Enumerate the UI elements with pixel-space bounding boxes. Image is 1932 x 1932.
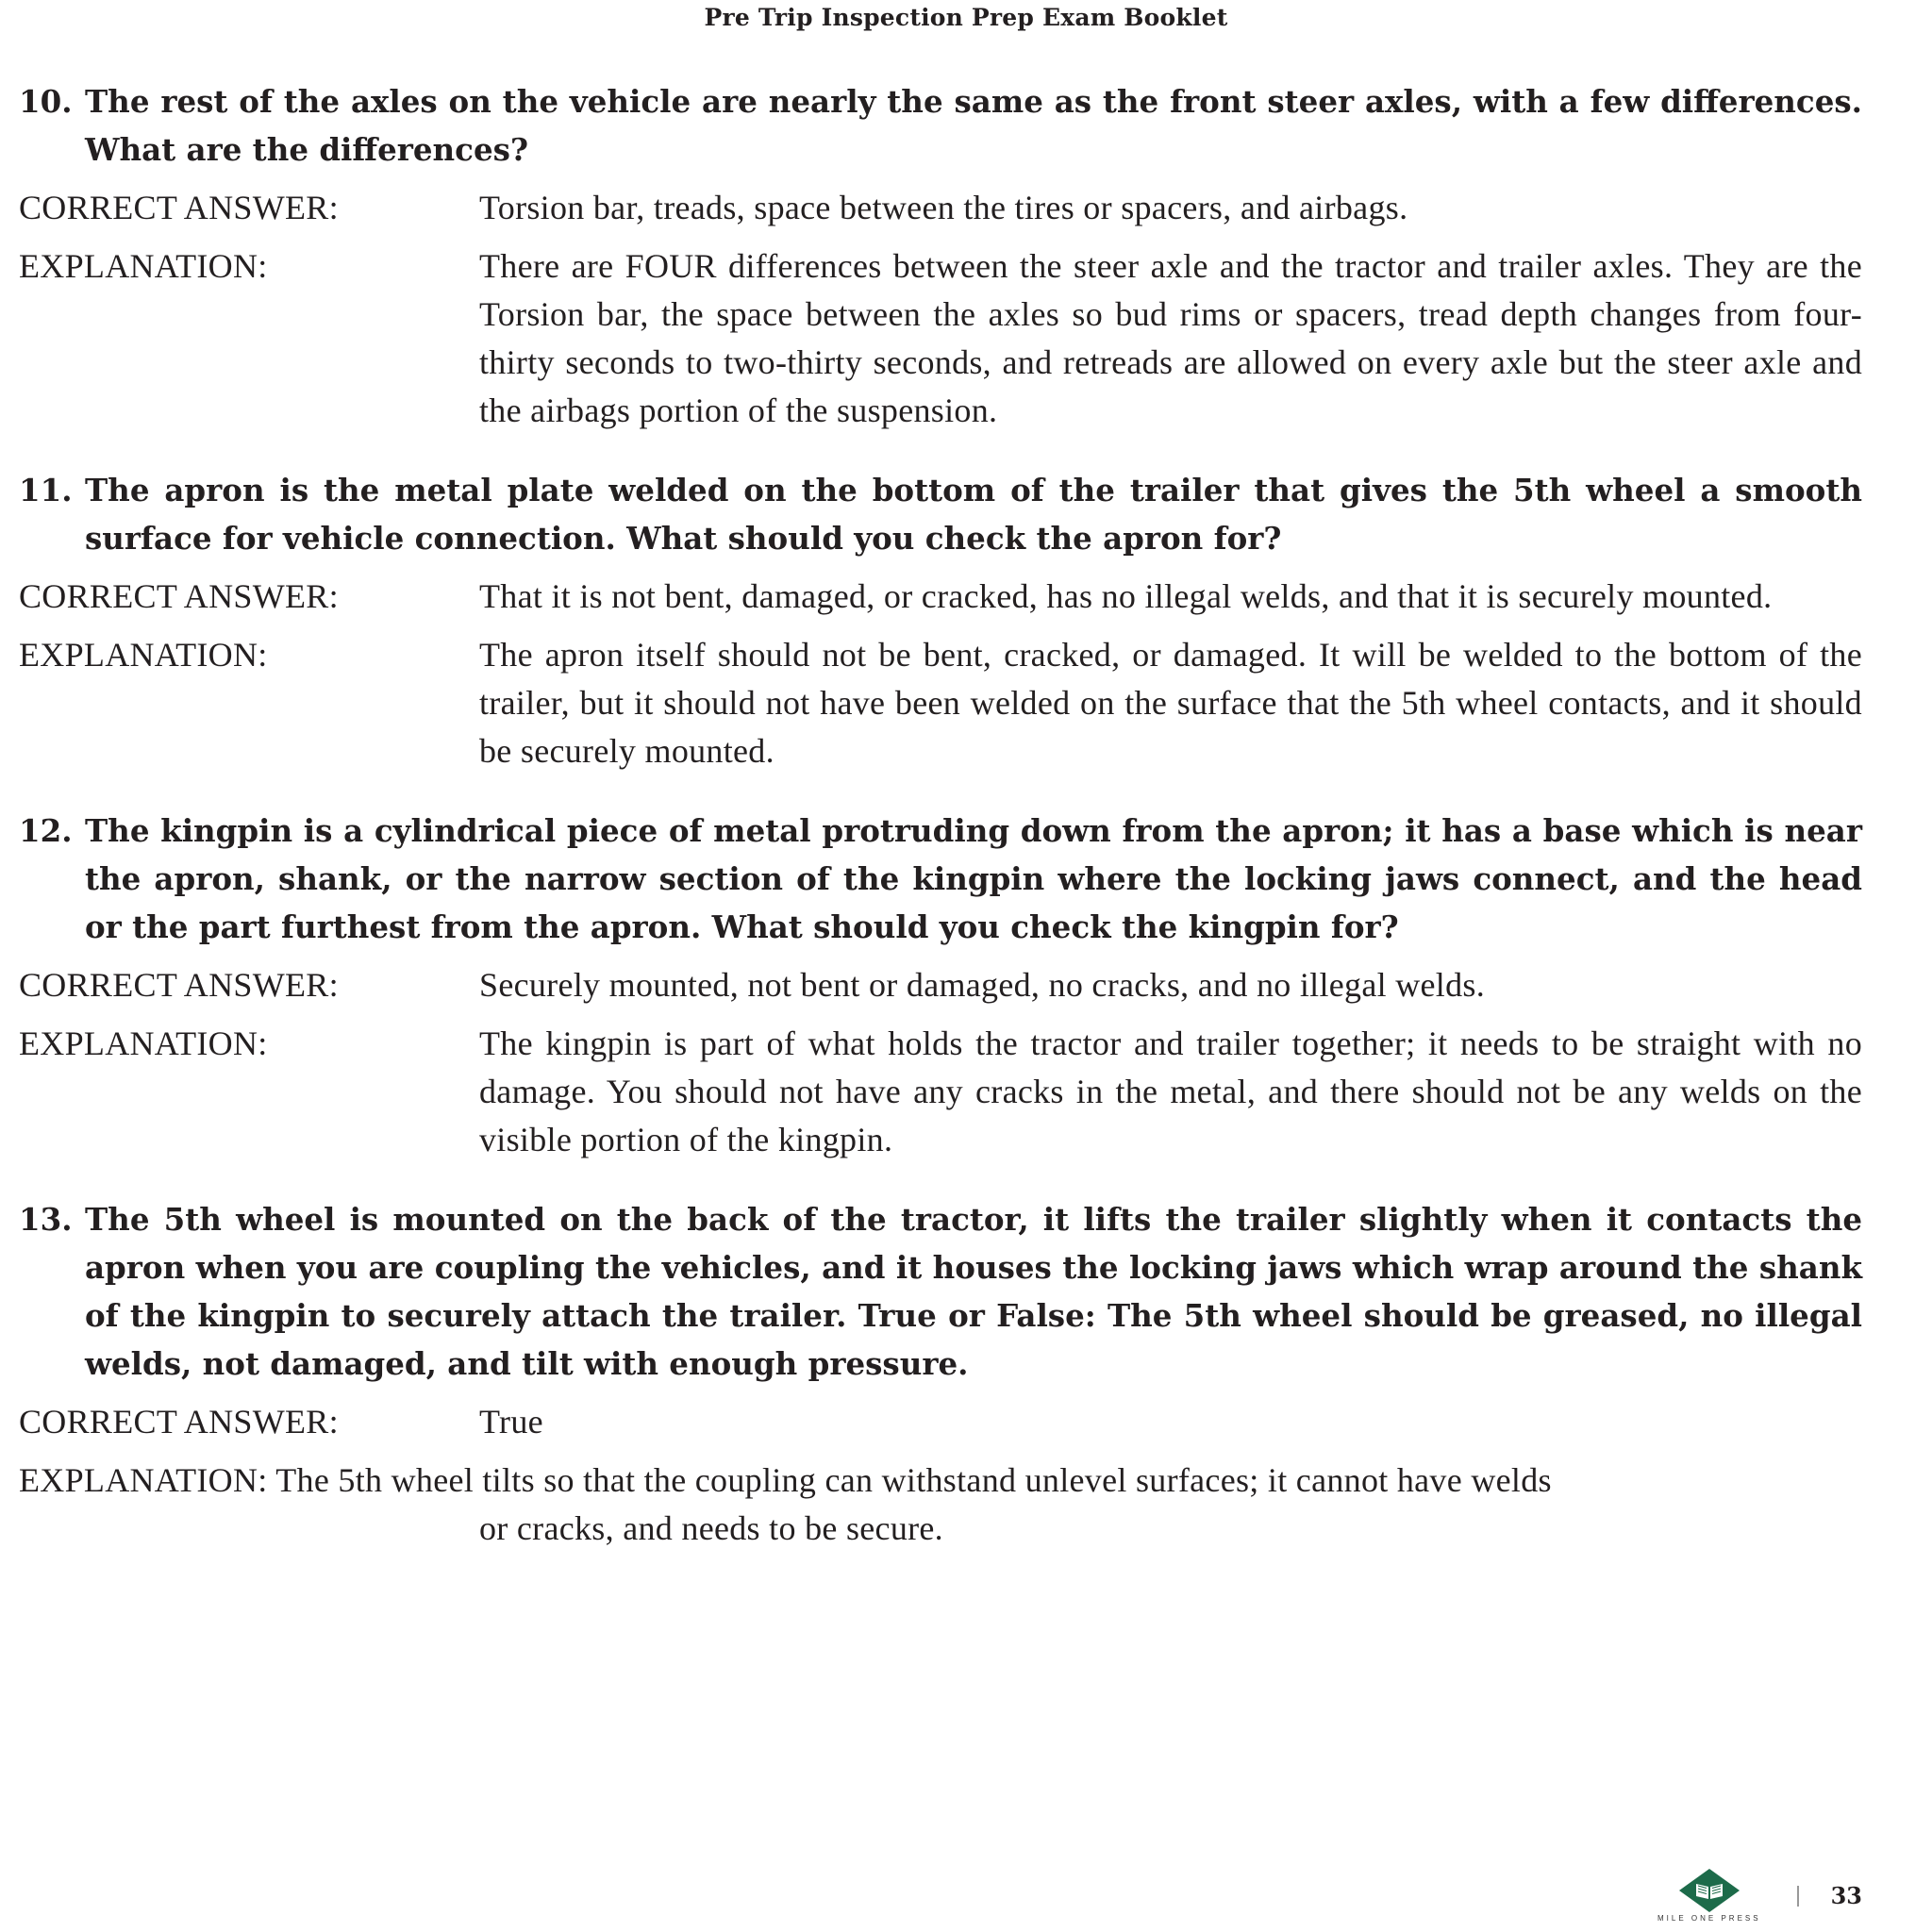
qa-block-12 (19, 807, 1862, 1164)
answer-row (19, 1398, 1862, 1446)
qa-block-13 (19, 1195, 1862, 1553)
explanation-text-line1: The 5th wheel tilts so that the coupling can withstand unlevel surfaces; it cannot have welds (275, 1461, 1552, 1499)
explanation-text-line2: or cracks, and needs to be secure. (479, 1509, 943, 1547)
question-text: The rest of the axles on the vehicle are nearly the same as the front steer axles, with a few differences. What are the differences? (85, 83, 1862, 168)
question (19, 807, 1862, 951)
footer-divider (1797, 1886, 1799, 1907)
explanation-label: EXPLANATION: (19, 1461, 268, 1499)
answer-row (19, 184, 1862, 232)
question-text: The kingpin is a cylindrical piece of metal protruding down from the apron; it has a base which is near the apron, shank, or the narrow section of the kingpin where the locking jaws connect, and the head or the part furthest from the apron. What should you check the kingpin for? (85, 812, 1862, 945)
qa-block-10 (19, 77, 1862, 435)
answer-row (19, 961, 1862, 1009)
question-number: 10. (19, 83, 73, 120)
page-footer (1657, 1869, 1862, 1923)
answer-text: True (479, 1403, 543, 1441)
answer-text: That it is not bent, damaged, or cracked, has no illegal welds, and that it is securely mounted. (479, 577, 1773, 615)
question (19, 77, 1862, 174)
question-number: 13. (19, 1201, 73, 1238)
explanation-label: EXPLANATION: (19, 636, 268, 674)
explanation-text: The apron itself should not be bent, cracked, or damaged. It will be welded to the bottom of the trailer, but it should not have been welded on the surface that the 5th wheel contacts, and it should be securely mounted. (479, 636, 1862, 770)
explanation-row (19, 631, 1862, 775)
answer-row (19, 573, 1862, 621)
answer-label: CORRECT ANSWER: (19, 577, 339, 615)
explanation-row (19, 1457, 1862, 1553)
running-header: Pre Trip Inspection Prep Exam Booklet (704, 4, 1228, 31)
answer-text: Securely mounted, not bent or damaged, no cracks, and no illegal welds. (479, 966, 1486, 1004)
answer-label: CORRECT ANSWER: (19, 189, 339, 226)
page-content (19, 77, 1862, 1584)
question-text: The apron is the metal plate welded on the bottom of the trailer that gives the 5th wheel a smooth surface for vehicle connection. What should you check the apron for? (85, 472, 1862, 557)
explanation-text: The kingpin is part of what holds the tractor and trailer together; it needs to be straight with no damage. You should not have any cracks in the metal, and there should not be any welds on the visible portion of the kingpin. (479, 1024, 1862, 1158)
explanation-row (19, 242, 1862, 435)
qa-block-11 (19, 466, 1862, 775)
publisher-logo (1657, 1869, 1761, 1923)
logo-text: MILE ONE PRESS (1657, 1914, 1761, 1923)
page-number: 33 (1830, 1882, 1862, 1909)
explanation-row (19, 1020, 1862, 1164)
question (19, 1195, 1862, 1388)
question-number: 12. (19, 812, 73, 849)
explanation-text: There are FOUR differences between the steer axle and the tractor and trailer axles. They are the Torsion bar, the space between the axles so bud rims or spacers, tread depth changes from four-thirty seconds to two-thirty seconds, and retreads are allowed on every axle but the steer axle and the airbags portion of the suspension. (479, 247, 1862, 429)
answer-label: CORRECT ANSWER: (19, 966, 339, 1004)
answer-text: Torsion bar, treads, space between the tires or spacers, and airbags. (479, 189, 1408, 226)
question-text: The 5th wheel is mounted on the back of the tractor, it lifts the trailer slightly when it contacts the apron when you are coupling the vehicles, and it houses the locking jaws which wrap around the shank of the kingpin to securely attach the trailer. True or False: The 5th wheel should be greased, no illegal welds, not damaged, and tilt with enough pressure. (85, 1201, 1862, 1382)
explanation-label: EXPLANATION: (19, 247, 268, 285)
question-number: 11. (19, 472, 73, 508)
answer-label: CORRECT ANSWER: (19, 1403, 339, 1441)
question (19, 466, 1862, 562)
explanation-label: EXPLANATION: (19, 1024, 268, 1062)
book-icon (1679, 1869, 1740, 1912)
